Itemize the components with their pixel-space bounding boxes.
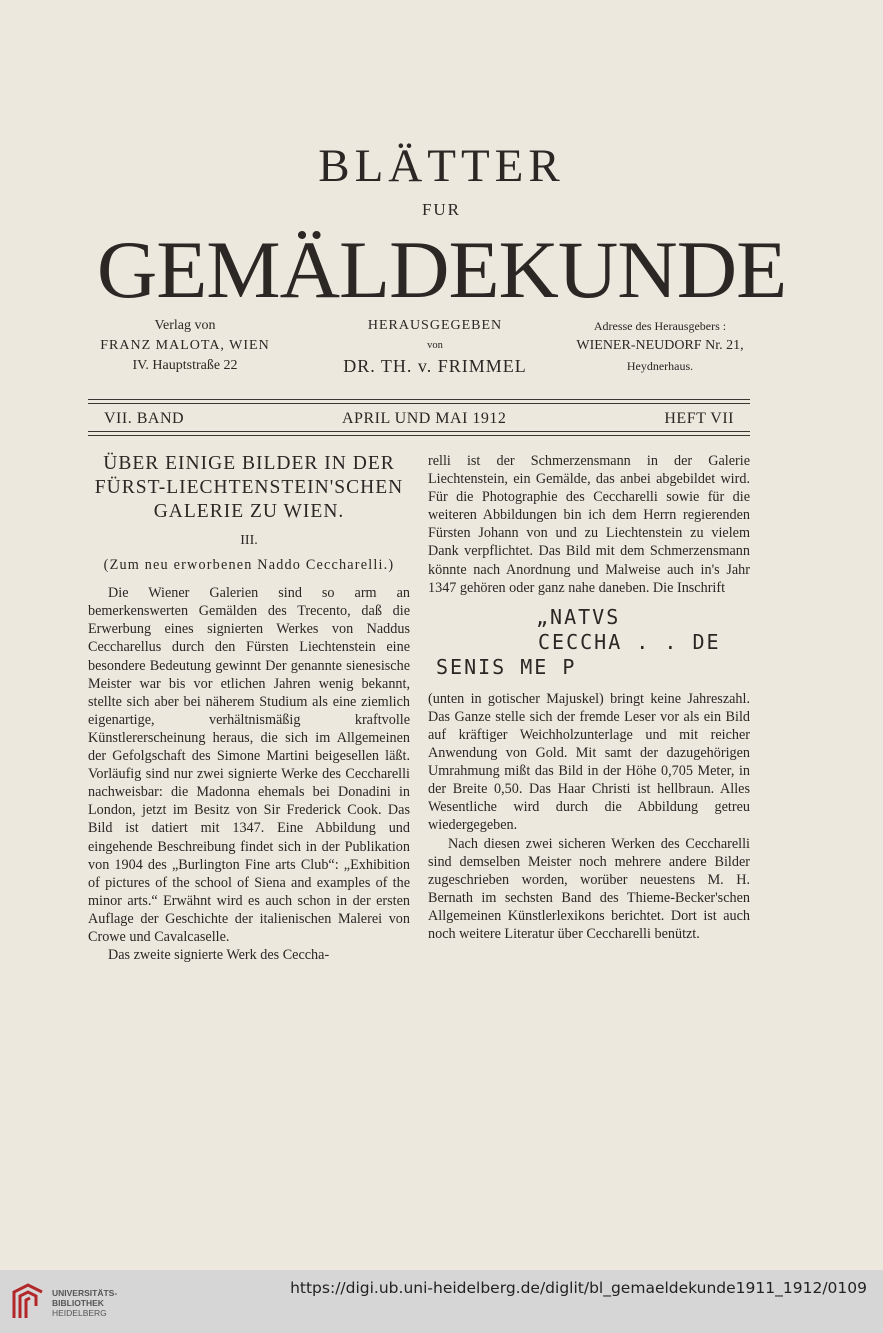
editor-name: DR. TH. v. FRIMMEL xyxy=(343,356,527,376)
issue-band: VII. BAND xyxy=(104,410,185,427)
address-block xyxy=(545,316,775,376)
issue-bar xyxy=(104,410,734,428)
publisher-block xyxy=(60,316,310,376)
library-name-line: BIBLIOTHEK xyxy=(52,1298,104,1308)
inscription-line: „NATVS xyxy=(536,604,621,629)
publisher-line: IV. Hauptstraße 22 xyxy=(132,358,238,373)
divider-top-inner xyxy=(88,403,750,404)
issue-date: APRIL UND MAI 1912 xyxy=(342,410,507,427)
editor-label: HERAUSGEGEBEN xyxy=(367,318,503,333)
paragraph: (unten in gotischer Majuskel) bringt keine Jahreszahl. Das Ganze stelle sich der fremde Leser vor als ein Bild auf kräftiger Weichholzunterlage und mit reicher Anwendung von Gold. Mit samt der dazugehörigen Umrahmung mißt das Bild in der Höhe 0,705 Meter, in der Breite 0,50. Das Haar Christi ist hellbraun. Alles Wesentliche wird durch die Abbildung getreu wiedergegeben. xyxy=(428,690,750,834)
left-column xyxy=(88,452,410,964)
inscription-line: SENIS ME P xyxy=(436,654,577,679)
library-name xyxy=(52,1288,117,1318)
paragraph: Nach diesen zwei sicheren Werken des Ceccharelli sind demselben Meister noch mehrere andere Bilder zugeschrieben worden, worüber neuestens M. H. Bernath im sechsten Band des Thieme-Becker'schen Allgemeinen Künstlerlexikons berichtet. Dort ist auch noch weitere Literatur über Ceccharelli benützt. xyxy=(428,835,750,942)
inscription-line: CECCHA . . DE xyxy=(538,629,721,654)
editor-block xyxy=(310,316,560,376)
article-title xyxy=(88,452,410,524)
library-logo-icon xyxy=(10,1282,46,1322)
publisher-line: Verlag von xyxy=(154,318,216,333)
divider-top xyxy=(88,399,750,400)
article-title-line: GALERIE ZU WIEN. xyxy=(153,501,345,522)
issue-heft: HEFT VII xyxy=(664,410,734,427)
address-line: WIENER-NEUDORF Nr. 21, xyxy=(576,338,744,353)
article-title-line: ÜBER EINIGE BILDER IN DER xyxy=(103,453,395,474)
paragraph: Das zweite signierte Werk des Ceccha- xyxy=(108,947,330,964)
publisher-line: FRANZ MALOTA, WIEN xyxy=(100,338,270,353)
source-url-link[interactable]: https://digi.ub.uni-heidelberg.de/diglit/bl_gemaeldekunde1911_1912/0109 xyxy=(290,1279,867,1297)
inscription xyxy=(428,605,750,680)
address-line: Heydnerhaus. xyxy=(626,359,694,373)
paragraph: relli ist der Schmerzensmann in der Galerie Liechtenstein, ein Gemälde, das anbei abgebildet wird. Für die Photographie des Ceccharelli sowie für die weiteren Abbildungen bin ich dem Herrn regierenden Fürsten Johann von und zu Liechtenstein zu vielem Dank verpflichtet. Das Bild mit dem Schmerzensmann könnte nach Anordnung und Malweise auch in's Jahr 1347 gehören oder ganz nahe daneben. Die Inschrift xyxy=(428,453,750,596)
masthead-blaetter: BLÄTTER xyxy=(318,140,565,192)
divider-bottom-inner xyxy=(88,435,750,436)
masthead-gemaeldekunde: GEMÄLDEKUNDE xyxy=(96,224,787,315)
address-line: Adresse des Herausgebers : xyxy=(593,319,727,333)
article-part: III. xyxy=(240,533,258,548)
right-column xyxy=(428,452,750,943)
article-title-line: FÜRST-LIECHTENSTEIN'SCHEN xyxy=(94,477,404,498)
masthead-fur: FUR xyxy=(421,200,462,219)
paragraph: Die Wiener Galerien sind so arm an bemerkenswerten Gemälden des Trecento, daß die Erwerbung eines signierten Werkes von Naddus Ceccharellus durch den Fürsten Liechtenstein eine besondere Bedeutung gewinnt Der genannte sienesische Meister war bis vor etlichen Jahren wenig bekannt, stellte sich aber bei näherem Studium als eine ziemlich eigenartige, verhältnismäßig kraftvolle Künstlererscheinung heraus, die sich im Allgemeinen der Gefolgschaft des Simone Martini beigesellen läßt. Vorläufig sind nur zwei signierte Werke des Ceccharelli nachweisbar: die Madonna ehemals bei Donadini in London, jetzt im Besitz von Sir Frederick Cook. Das Bild ist datiert mit 1347. Eine Abbildung und eingehende Beschreibung findet sich in der Publikation von 1904 des „Burlington Fine arts Club“: „Exhibition of pictures of the school of Siena and examples of the minor arts.“ Erwähnt wird es auch schon in der ersten Auflage der Geschichte der italienischen Malerei von Crowe und Cavalcaselle. xyxy=(88,585,410,945)
library-name-line: UNIVERSITÄTS- xyxy=(52,1288,118,1298)
divider-bottom xyxy=(88,431,750,432)
article-subtitle: (Zum neu erworbenen Naddo Ceccharelli.) xyxy=(103,557,395,574)
editor-von: von xyxy=(427,340,443,351)
library-name-line: HEIDELBERG xyxy=(52,1308,107,1318)
